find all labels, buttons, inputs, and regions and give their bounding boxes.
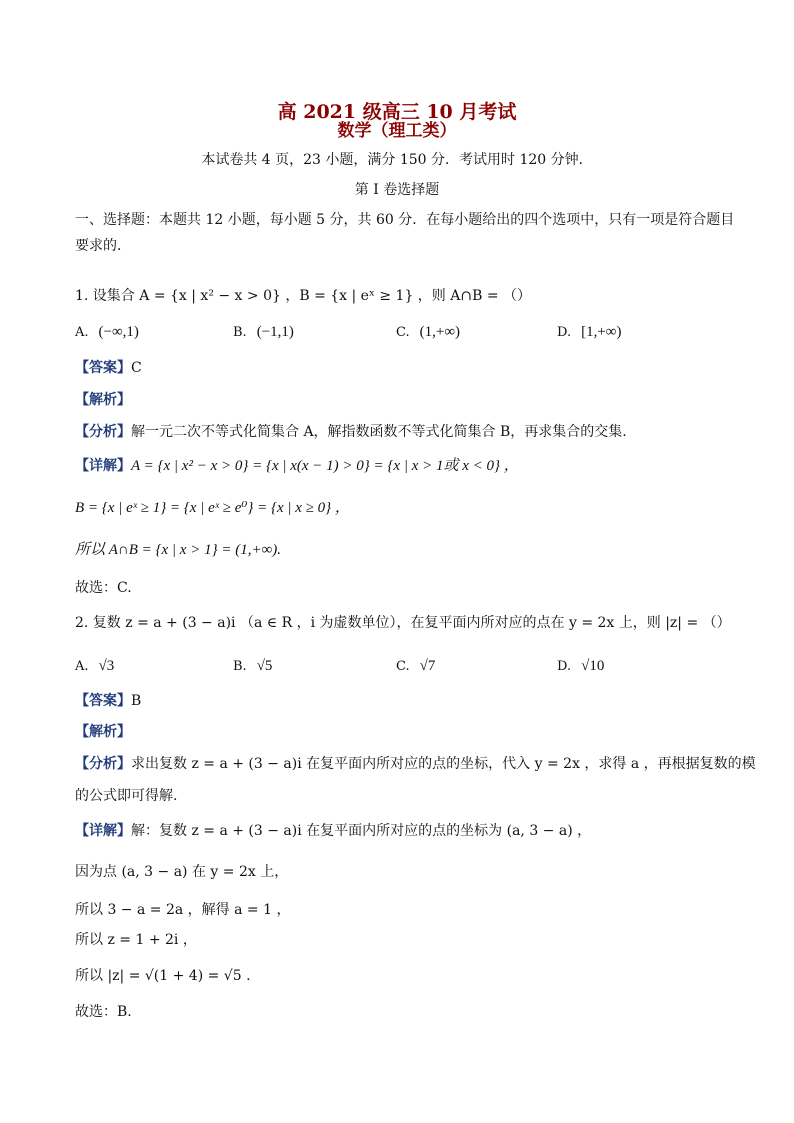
q2-choose: 故选：B. — [75, 1004, 132, 1020]
q1-option-d — [557, 322, 622, 343]
exam-title: 高 2021 级高三 10 月考试 — [277, 101, 517, 123]
option-value: √10 — [581, 658, 605, 674]
option-value: (−1,1) — [256, 324, 294, 340]
q2-option-c — [396, 656, 435, 677]
q1-answer — [75, 358, 142, 378]
q1-option-b — [233, 322, 294, 343]
q2-option-b — [233, 656, 272, 677]
detail-text: 解：复数 z = a + (3 − a)i 在复平面内所对应的点的坐标为 (a, 3 − a) ， — [131, 823, 592, 839]
detail-tag: 【详解】 — [75, 823, 131, 839]
analysis-tag: 【解析】 — [75, 724, 131, 740]
detail-tag: 【详解】 — [75, 458, 131, 474]
option-label: A. — [75, 659, 89, 674]
fenxi-text: 解一元二次不等式化简集合 A，解指数函数不等式化简集合 B，再求集合的交集. — [131, 424, 627, 440]
q2-analysis — [75, 722, 131, 742]
fenxi-tag: 【分析】 — [75, 424, 131, 440]
option-label: D. — [557, 325, 572, 340]
fenxi-tag: 【分析】 — [75, 756, 131, 772]
answer-tag: 【答案】 — [75, 693, 131, 709]
option-label: C. — [396, 659, 410, 674]
q1-option-a — [75, 322, 139, 343]
detail-text: B = {x | eˣ ≥ 1} = {x | eˣ ≥ e⁰} = {x | x ≥ 0} ， — [75, 500, 350, 516]
q1-choose: 故选：C. — [75, 580, 132, 596]
option-value: [1,+∞) — [581, 324, 622, 340]
option-value: √3 — [98, 658, 115, 674]
option-value: √5 — [256, 658, 273, 674]
fenxi-text: 求出复数 z = a + (3 − a)i 在复平面内所对应的点的坐标，代入 y = 2x ，求得 a ，再根据复数的模 — [131, 756, 756, 772]
answer-value: C — [131, 360, 142, 376]
option-label: B. — [233, 659, 247, 674]
q1-detail-1 — [75, 456, 519, 476]
q2-detail-3: 所以 3 − a = 2a ，解得 a = 1 ， — [75, 902, 291, 918]
section-title: 第 I 卷选择题 — [354, 182, 440, 198]
detail-text: 所以 A∩B = {x | x > 1} = (1,+∞). — [75, 542, 282, 558]
exam-info: 本试卷共 4 页，23 小题，满分 150 分．考试用时 120 分钟． — [201, 152, 593, 168]
q2-fenxi-2: 的公式即可得解. — [75, 788, 178, 804]
q2-stem: 2. 复数 z = a + (3 − a)i （a ∈ R ，i 为虚数单位），在复平面内所对应的点在 y = 2x 上，则 |z| = （） — [75, 615, 731, 631]
option-value: (1,+∞) — [419, 324, 461, 340]
q1-detail-3 — [75, 540, 281, 560]
option-label: D. — [557, 659, 572, 674]
detail-text: A = {x | x² − x > 0} = {x | x(x − 1) > 0} = {x | x > 1或 x < 0} ， — [131, 458, 519, 474]
exam-subtitle: 数学（理工类） — [337, 121, 457, 141]
q1-detail-2 — [75, 498, 350, 518]
instruction-line-2: 要求的． — [75, 238, 131, 254]
answer-tag: 【答案】 — [75, 360, 131, 376]
q1-analysis — [75, 390, 131, 410]
q1-fenxi — [75, 422, 627, 442]
option-label: A. — [75, 325, 89, 340]
answer-value: B — [131, 693, 142, 709]
q2-detail-1 — [75, 821, 591, 841]
analysis-tag: 【解析】 — [75, 392, 131, 408]
option-label: B. — [233, 325, 247, 340]
q2-option-a — [75, 656, 114, 677]
option-label: C. — [396, 325, 410, 340]
q1-stem: 1. 设集合 A = {x | x² − x > 0} ，B = {x | eˣ ≥ 1} ，则 A∩B = （） — [75, 288, 532, 304]
option-value: √7 — [419, 658, 436, 674]
option-value: (−∞,1) — [98, 324, 139, 340]
q2-detail-2: 因为点 (a, 3 − a) 在 y = 2x 上， — [75, 864, 289, 880]
q2-fenxi-1 — [75, 754, 756, 774]
q2-answer — [75, 691, 141, 711]
q2-detail-4: 所以 z = 1 + 2i ， — [75, 932, 197, 948]
instruction-line-1: 一、选择题：本题共 12 小题，每小题 5 分，共 60 分．在每小题给出的四个选项中，只有一项是符合题目 — [75, 212, 735, 228]
q2-option-d — [557, 656, 604, 677]
q1-option-c — [396, 322, 460, 343]
q2-detail-5: 所以 |z| = √(1 + 4) = √5 . — [75, 968, 251, 984]
